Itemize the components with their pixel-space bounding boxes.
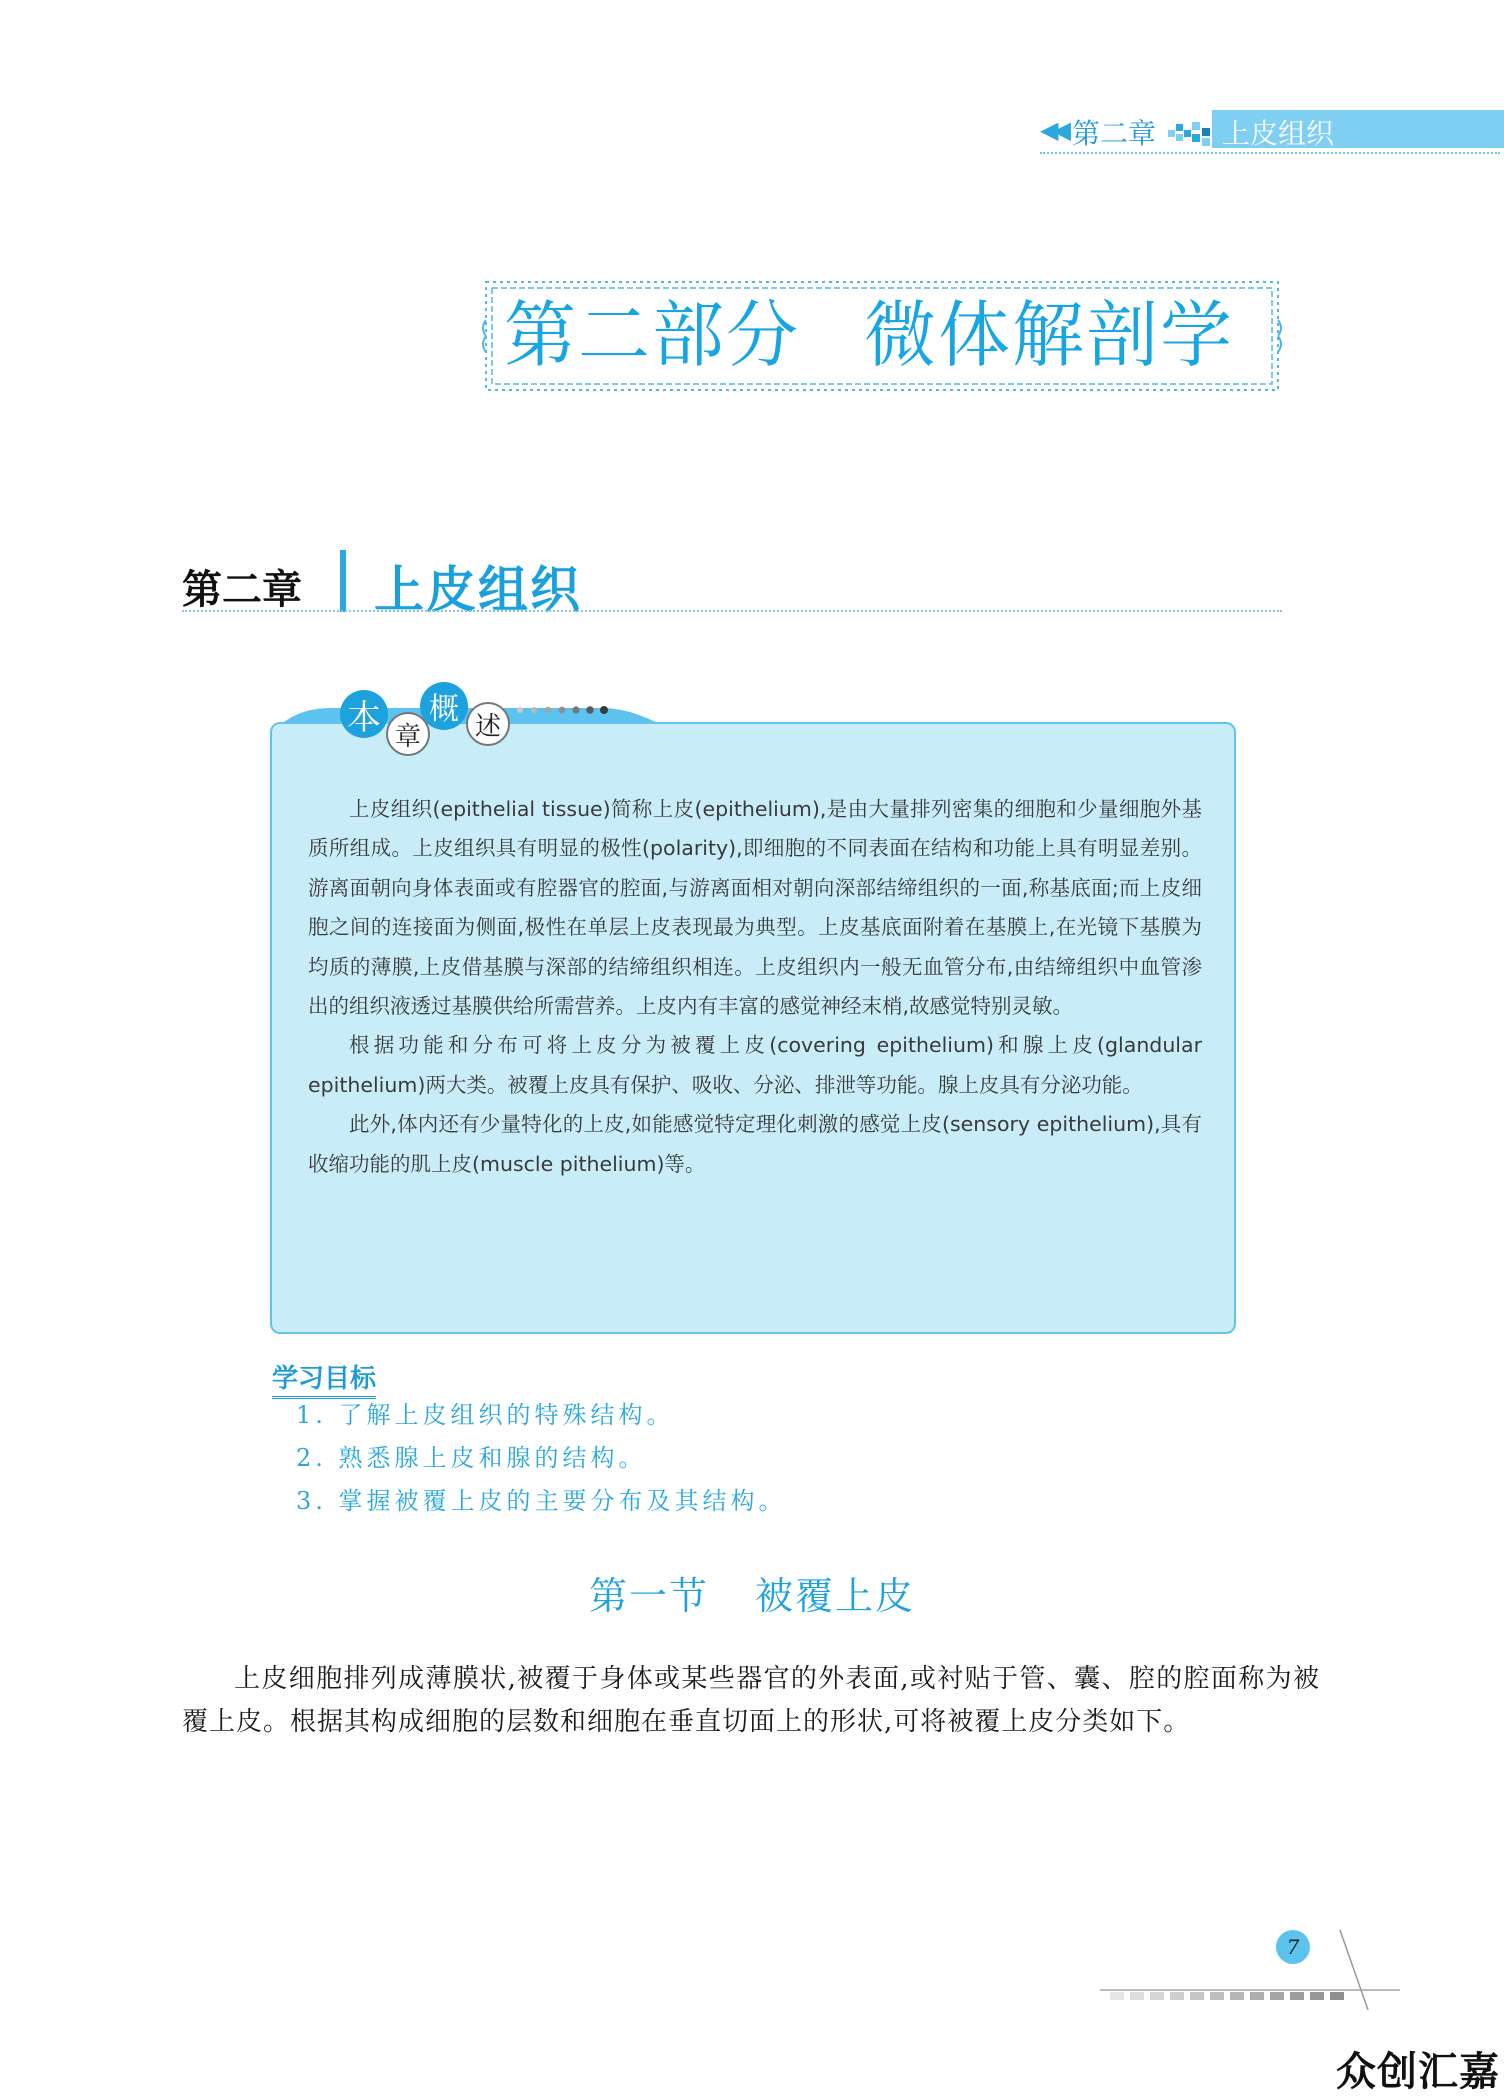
footer-decoration: [1100, 1930, 1410, 2010]
learning-goals-list: [296, 1394, 787, 1523]
section-name: 被覆上皮: [755, 1574, 916, 1618]
chapter-title: 上皮组织: [374, 560, 582, 619]
overview-label-char-4: 述: [466, 702, 510, 746]
running-header-chapter: 第二章: [1072, 117, 1157, 150]
checker-squares-icon: [1168, 116, 1218, 148]
section-title: [0, 1565, 1504, 1620]
overview-label-char-3: 概: [420, 682, 468, 730]
learning-goal-item: 3. 掌握被覆上皮的主要分布及其结构。: [296, 1487, 787, 1515]
overview-paragraph-2: 根据功能和分布可将上皮分为被覆上皮(covering epithelium)和腺上皮(glandular epithelium)两大类。被覆上皮具有保护、吸收、分泌、排泄等功能。腺上皮具有分泌功能。: [308, 1033, 1202, 1097]
page-number: 7: [1286, 1935, 1300, 1959]
overview-text: [308, 790, 1202, 1184]
chapter-rule: [182, 610, 1282, 612]
learning-goal-item: 2. 熟悉腺上皮和腺的结构。: [296, 1444, 647, 1472]
running-header-rule: [1040, 152, 1500, 154]
overview-label-char-2: 章: [386, 712, 430, 756]
running-header: [1040, 108, 1500, 154]
running-header-title: 上皮组织: [1222, 117, 1335, 150]
overview-paragraph-3: 此外,体内还有少量特化的上皮,如能感觉特定理化刺激的感觉上皮(sensory epithelium),具有收缩功能的肌上皮(muscle pithelium)等。: [308, 1112, 1202, 1176]
learning-goal-item: 1. 了解上皮组织的特殊结构。: [296, 1401, 675, 1429]
part-title: [504, 290, 1264, 380]
part-number: 第二部分: [504, 293, 801, 377]
part-name: 微体解剖学: [864, 293, 1235, 377]
section-number: 第一节: [588, 1574, 709, 1618]
chapter-number: 第二章: [182, 567, 302, 613]
watermark: 众创汇嘉: [1336, 2049, 1500, 2095]
overview-label-char-1: 本: [340, 690, 388, 738]
overview-box: [270, 722, 1236, 1334]
chapter-divider-bar: [340, 550, 346, 612]
overview-paragraph-1: 上皮组织(epithelial tissue)简称上皮(epithelium),是由大量排列密集的细胞和少量细胞外基质所组成。上皮组织具有明显的极性(polarity),即细胞的不同表面在结构和功能上具有明显差别。游离面朝向身体表面或有腔器官的腔面,与游离面相对朝向深部结缔组织的一面,称基底面;而上皮细胞之间的连接面为侧面,极性在单层上皮表现最为典型。上皮基底面附着在基膜上,在光镜下基膜为均质的薄膜,上皮借基膜与深部的结缔组织相连。上皮组织内一般无血管分布,由结缔组织中血管渗出的组织液透过基膜供给所需营养。上皮内有丰富的感觉神经末梢,故感觉特别灵敏。: [308, 797, 1202, 1019]
part-title-frame: [480, 276, 1284, 396]
body-text: [182, 1658, 1320, 1744]
learning-goals-title: 学习目标: [272, 1358, 376, 1399]
page-number-badge: [1276, 1930, 1310, 1964]
body-paragraph: 上皮细胞排列成薄膜状,被覆于身体或某些器官的外表面,或衬贴于管、囊、腔的腔面称为被覆上皮。根据其构成细胞的层数和细胞在垂直切面上的形状,可将被覆上皮分类如下。: [182, 1664, 1320, 1737]
double-left-arrow-icon: ◀◀: [1040, 116, 1065, 144]
chapter-heading: [182, 548, 1282, 618]
